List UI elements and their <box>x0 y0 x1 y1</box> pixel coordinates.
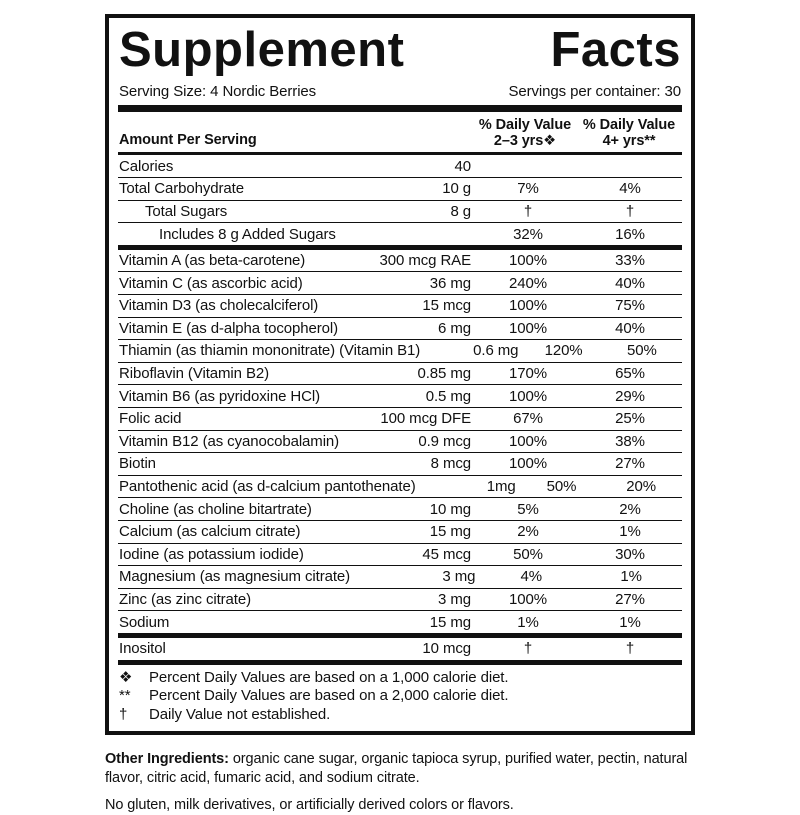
row-amount: 3 mg <box>438 591 471 609</box>
row-name: Calories <box>119 157 174 175</box>
row-name: Vitamin A (as beta-carotene) <box>119 252 306 270</box>
row-dv-2-3yrs: 100% <box>509 455 547 473</box>
row-name: Vitamin B6 (as pyridoxine HCl) <box>119 387 320 405</box>
table-row <box>118 588 682 611</box>
label-title-word-left: Supplement <box>119 23 405 77</box>
row-dv-2-3yrs: 120% <box>544 342 583 360</box>
row-name: Riboflavin (Vitamin B2) <box>119 365 269 383</box>
column-header-dv-2-3yrs <box>473 117 577 149</box>
footnote-symbol: ❖ <box>119 668 133 686</box>
row-name: Inositol <box>119 640 166 658</box>
table-row <box>118 177 682 200</box>
row-dv-4plus-yrs: 1% <box>619 613 641 631</box>
row-dv-4plus-yrs: 75% <box>615 297 645 315</box>
row-dv-4plus-yrs: 38% <box>615 432 645 450</box>
footnote-text: Percent Daily Values are based on a 2,000 calorie diet. <box>149 687 509 705</box>
row-dv-4plus-yrs: 1% <box>620 568 642 586</box>
row-amount: 0.9 mcg <box>418 432 471 450</box>
facts-rows <box>118 155 682 659</box>
row-name: Biotin <box>119 455 156 473</box>
row-amount: 10 g <box>442 180 471 198</box>
row-dv-2-3yrs: 100% <box>509 319 547 337</box>
row-name: Magnesium (as magnesium citrate) <box>119 568 351 586</box>
row-dv-2-3yrs: † <box>523 202 533 220</box>
table-row <box>118 565 682 588</box>
table-row <box>118 497 682 520</box>
footnote-symbol: † <box>119 705 128 723</box>
row-name: Total Sugars <box>145 202 228 220</box>
servings-per-container: Servings per container: 30 <box>508 82 681 100</box>
row-amount: 36 mg <box>429 274 471 292</box>
row-dv-2-3yrs: 240% <box>509 274 547 292</box>
row-amount: 6 mg <box>438 319 471 337</box>
table-row <box>118 384 682 407</box>
dv2-header-line2: 4+ yrs** <box>602 133 656 150</box>
row-dv-2-3yrs: 1% <box>517 613 539 631</box>
row-amount: 300 mcg RAE <box>379 252 471 270</box>
row-amount: 15 mcg <box>422 297 471 315</box>
row-dv-4plus-yrs: 1% <box>619 523 641 541</box>
row-dv-2-3yrs: 7% <box>517 180 539 198</box>
row-dv-4plus-yrs: 40% <box>615 274 645 292</box>
row-name: Total Carbohydrate <box>119 180 244 198</box>
table-row <box>118 339 682 362</box>
footnote <box>119 669 681 688</box>
table-row <box>118 543 682 566</box>
row-amount: 15 mg <box>429 613 471 631</box>
row-amount: 0.85 mg <box>417 365 471 383</box>
thick-rule-top <box>118 105 682 112</box>
table-row <box>118 452 682 475</box>
allergen-note: No gluten, milk derivatives, or artificially derived colors or flavors. <box>105 797 514 814</box>
table-row <box>118 362 682 385</box>
table-row <box>118 638 682 660</box>
table-row <box>118 610 682 633</box>
row-name: Vitamin B12 (as cyanocobalamin) <box>119 432 340 450</box>
row-dv-4plus-yrs: 30% <box>615 545 645 563</box>
row-dv-2-3yrs: 32% <box>513 225 543 243</box>
table-row <box>118 430 682 453</box>
row-dv-4plus-yrs: 27% <box>615 455 645 473</box>
row-dv-2-3yrs: 100% <box>509 591 547 609</box>
row-amount: 0.6 mg <box>473 342 519 360</box>
table-row <box>118 155 682 177</box>
row-dv-4plus-yrs: 50% <box>627 342 657 360</box>
row-dv-4plus-yrs: 29% <box>615 387 645 405</box>
row-dv-2-3yrs: † <box>523 640 533 658</box>
dv2-header-line1: % Daily Value <box>582 116 676 133</box>
row-name: Pantothenic acid (as d-calcium pantothenate) <box>119 478 416 496</box>
row-dv-4plus-yrs: 4% <box>619 180 641 198</box>
row-dv-2-3yrs: 50% <box>546 478 577 496</box>
table-row <box>118 200 682 223</box>
row-amount: 8 mcg <box>430 455 471 473</box>
row-dv-2-3yrs: 67% <box>513 410 543 428</box>
footnote-symbol: ** <box>119 687 131 705</box>
footnotes <box>118 660 682 727</box>
row-dv-4plus-yrs: † <box>625 640 635 658</box>
footnote <box>119 706 681 725</box>
table-row <box>118 271 682 294</box>
dv1-header-line1: % Daily Value <box>478 116 572 133</box>
row-name: Iodine (as potassium iodide) <box>119 545 304 563</box>
footnote-text: Daily Value not established. <box>149 705 331 723</box>
row-dv-2-3yrs: 100% <box>509 297 547 315</box>
row-name: Vitamin D3 (as cholecalciferol) <box>119 297 319 315</box>
row-name: Vitamin C (as ascorbic acid) <box>119 274 303 292</box>
row-dv-2-3yrs: 50% <box>513 545 543 563</box>
table-row <box>118 222 682 245</box>
row-name: Thiamin (as thiamin mononitrate) (Vitamin B1) <box>119 342 421 360</box>
column-header-amount-per-serving: Amount Per Serving <box>119 132 257 149</box>
row-amount: 40 <box>454 157 471 175</box>
row-dv-2-3yrs: 4% <box>520 568 542 586</box>
row-dv-4plus-yrs: 25% <box>615 410 645 428</box>
other-ingredients <box>105 750 695 787</box>
row-dv-2-3yrs: 100% <box>509 252 547 270</box>
row-name: Folic acid <box>119 410 182 428</box>
other-ingredients-label: Other Ingredients: <box>105 751 233 768</box>
footnote <box>119 687 681 706</box>
row-amount: 45 mcg <box>422 545 471 563</box>
table-row <box>118 317 682 340</box>
row-amount: 1mg <box>486 478 516 496</box>
table-row <box>118 250 682 272</box>
row-dv-4plus-yrs: 16% <box>615 225 645 243</box>
table-row <box>118 520 682 543</box>
other-ingredients-text: organic cane sugar, organic tapioca syrup, purified water, pectin, natural flavor, citric acid, fumaric acid, and sodium citrate. <box>105 751 688 786</box>
row-name: Choline (as choline bitartrate) <box>119 500 312 518</box>
row-dv-4plus-yrs: 2% <box>619 500 641 518</box>
footnote-text: Percent Daily Values are based on a 1,000 calorie diet. <box>149 668 509 686</box>
row-dv-2-3yrs: 100% <box>509 432 547 450</box>
row-dv-2-3yrs: 100% <box>509 387 547 405</box>
row-dv-4plus-yrs: 27% <box>615 591 645 609</box>
row-amount: 10 mg <box>429 500 471 518</box>
row-name: Zinc (as zinc citrate) <box>119 591 251 609</box>
row-amount: 10 mcg <box>422 640 471 658</box>
row-name: Includes 8 g Added Sugars <box>159 225 336 243</box>
row-amount: 100 mcg DFE <box>380 410 471 428</box>
row-dv-4plus-yrs: 33% <box>615 252 645 270</box>
column-header-dv-4plus-yrs <box>577 117 681 149</box>
table-row <box>118 407 682 430</box>
row-dv-4plus-yrs: † <box>625 202 635 220</box>
table-row <box>118 294 682 317</box>
row-amount: 15 mg <box>429 523 471 541</box>
row-name: Vitamin E (as d-alpha tocopherol) <box>119 319 339 337</box>
row-amount: 3 mg <box>442 568 476 586</box>
serving-row <box>118 83 682 105</box>
dv1-header-line2: 2–3 yrs❖ <box>493 133 557 150</box>
below-label-text <box>105 750 695 815</box>
serving-size: Serving Size: 4 Nordic Berries <box>119 82 317 100</box>
row-amount: 0.5 mg <box>425 387 471 405</box>
row-dv-2-3yrs: 5% <box>517 500 539 518</box>
page <box>0 14 800 814</box>
label-title-word-right: Facts <box>550 23 681 77</box>
row-dv-2-3yrs: 170% <box>509 365 547 383</box>
row-dv-2-3yrs: 2% <box>517 523 539 541</box>
row-name: Calcium (as calcium citrate) <box>119 523 301 541</box>
row-dv-4plus-yrs: 20% <box>626 478 657 496</box>
table-row <box>118 475 682 498</box>
row-dv-4plus-yrs: 40% <box>615 319 645 337</box>
table-header <box>118 112 682 155</box>
row-amount: 8 g <box>450 202 471 220</box>
row-dv-4plus-yrs: 65% <box>615 365 645 383</box>
supplement-facts-label <box>105 14 695 735</box>
label-title <box>118 24 682 83</box>
row-name: Sodium <box>119 613 170 631</box>
